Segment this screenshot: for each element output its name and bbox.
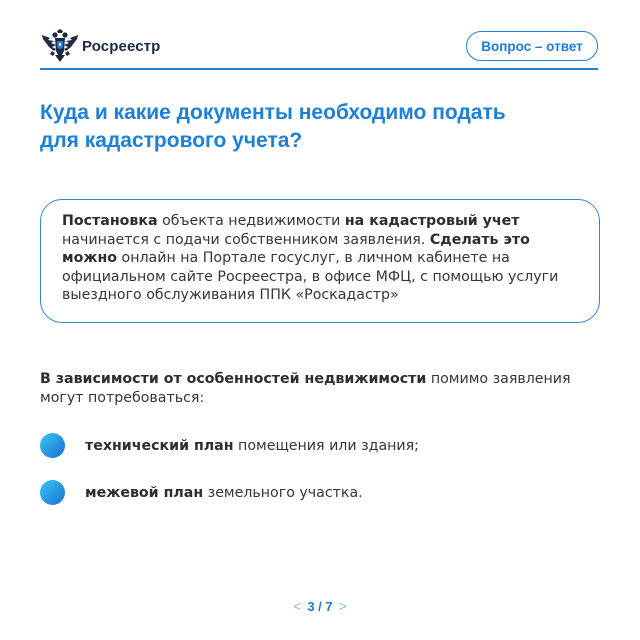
list-item-text (85, 438, 419, 454)
brand-logo[interactable] (40, 26, 160, 66)
header-divider (40, 68, 598, 70)
eagle-emblem-icon (40, 29, 80, 63)
card-text-1: объекта недвижимости (157, 213, 345, 229)
prev-page-button[interactable]: < (293, 598, 302, 614)
list-item-text (85, 485, 363, 501)
lead-text: помимо заявления могут потребоваться: (40, 371, 571, 406)
card-bold-1: Постановка (62, 213, 158, 229)
brand-name: Росреестр (82, 37, 161, 55)
info-card-text (62, 212, 579, 305)
item-text: земельного участка. (203, 484, 363, 501)
card-text-2: начинается с подачи собственником заявления. (62, 231, 430, 248)
header (40, 26, 598, 70)
title-line-2: для кадастрового учета? (40, 129, 303, 152)
info-card (40, 199, 600, 323)
list-item (40, 433, 419, 458)
next-page-button[interactable]: > (338, 598, 347, 614)
card-bold-2: на кадастровый учет (344, 213, 520, 229)
page-title (40, 99, 600, 155)
page-counter: 3 / 7 (307, 598, 333, 614)
bullet-dot-icon (40, 433, 65, 458)
qa-badge-button[interactable]: Вопрос – ответ (466, 31, 598, 61)
bullet-dot-icon (40, 480, 65, 505)
list-item (40, 480, 363, 505)
title-line-1: Куда и какие документы необходимо подать (40, 101, 506, 124)
lead-paragraph (40, 370, 605, 408)
card-bold-3: Сделать это можно (62, 231, 530, 267)
card-text-3: онлайн на Портале госуслуг, в личном кабинете на официальном сайте Росреестра, в офисе МФЦ, с помощью услуги выездного обслуживания ППК «Роскадастр» (62, 250, 559, 304)
item-text: помещения или здания; (233, 437, 419, 454)
item-bold: технический план (85, 437, 234, 454)
item-bold: межевой план (85, 484, 204, 501)
lead-bold: В зависимости от особенностей недвижимости (40, 371, 427, 387)
pagination (0, 598, 640, 614)
